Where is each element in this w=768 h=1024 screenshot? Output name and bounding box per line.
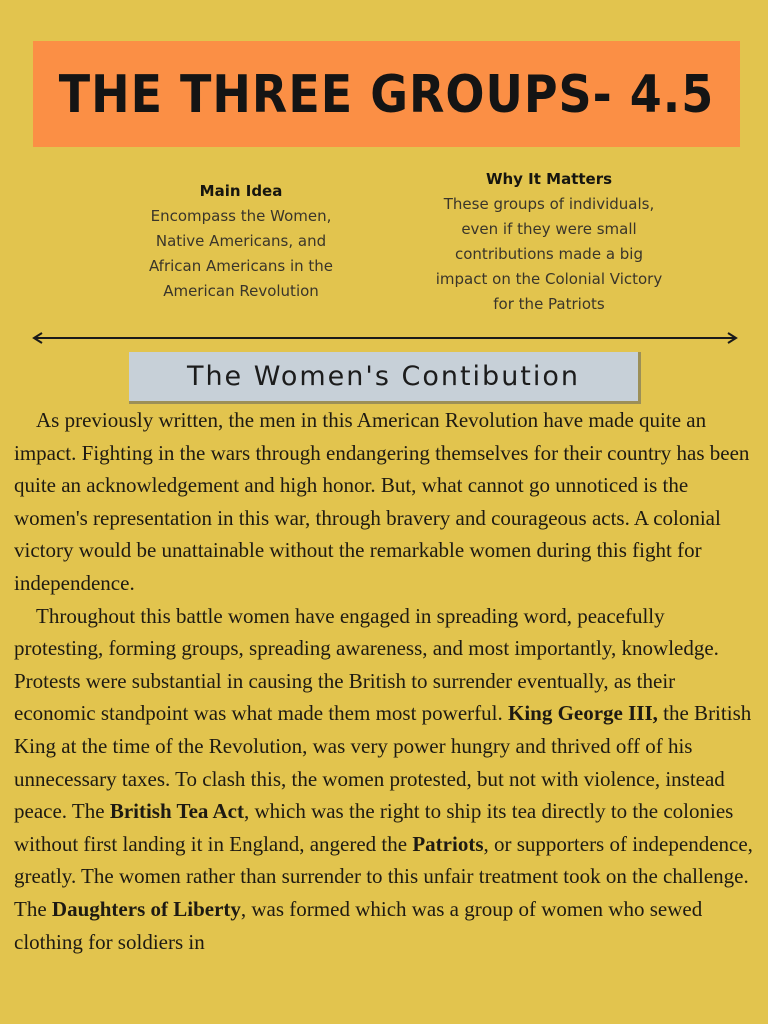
- paragraph-2-text: , which was the right to ship its tea directly to the colonies without first landing it in England, angered the: [14, 799, 734, 856]
- main-idea-text: Encompass the Women, Native Americans, and African Americans in the American Revolution: [148, 207, 334, 300]
- main-idea-block: [130, 179, 352, 304]
- paragraph-2: [14, 600, 758, 959]
- title-banner: [33, 41, 740, 147]
- term-patriots: Patriots: [412, 831, 484, 856]
- term-british-tea-act: British Tea Act: [109, 799, 244, 824]
- main-idea-heading: Main Idea: [199, 182, 283, 200]
- paragraph-2-text: Throughout this battle women have engaged in spreading word, peacefully protesting, forming groups, spreading awareness, and most importantly, knowledge. Protests were substantial in causing the British to surrender eventually, as their economic standpoint was what made them most powerful.: [14, 603, 719, 726]
- double-arrow-divider: [30, 330, 740, 346]
- why-it-matters-heading: Why It Matters: [485, 170, 613, 188]
- term-king-george: King George III,: [507, 701, 658, 726]
- paragraph-1: As previously written, the men in this American Revolution have made quite an impact. Fighting in the wars through endangering themselves for their country has been quite an acknowledgement and high honor. But, what cannot go unnoticed is the women's representation in this war, through bravery and courageous acts. A colonial victory would be unattainable without the remarkable women during this fight for independence.: [14, 408, 750, 595]
- article-body: [14, 404, 758, 958]
- paragraph-2-text: the British King at the time of the Revolution, was very power hungry and thrived off of his unnecessary taxes. To clash this, the women protested, but not with violence, instead peace. The: [14, 701, 752, 824]
- paragraph-2-text: , or supporters of independence, greatly. The women rather than surrender to this unfair treatment took on the challenge. The: [14, 831, 753, 921]
- term-daughters-of-liberty: Daughters of Liberty: [51, 896, 241, 921]
- section-title-box: [129, 352, 641, 404]
- why-it-matters-block: [433, 167, 665, 317]
- why-it-matters-text: These groups of individuals, even if they were small contributions made a big impact on the Colonial Victory for the Patriots: [435, 195, 663, 313]
- page-title: THE THREE GROUPS- 4.5: [58, 63, 715, 125]
- section-title: The Women's Contibution: [186, 361, 581, 392]
- paragraph-2-text: , was formed which was a group of women who sewed clothing for soldiers in: [14, 896, 703, 954]
